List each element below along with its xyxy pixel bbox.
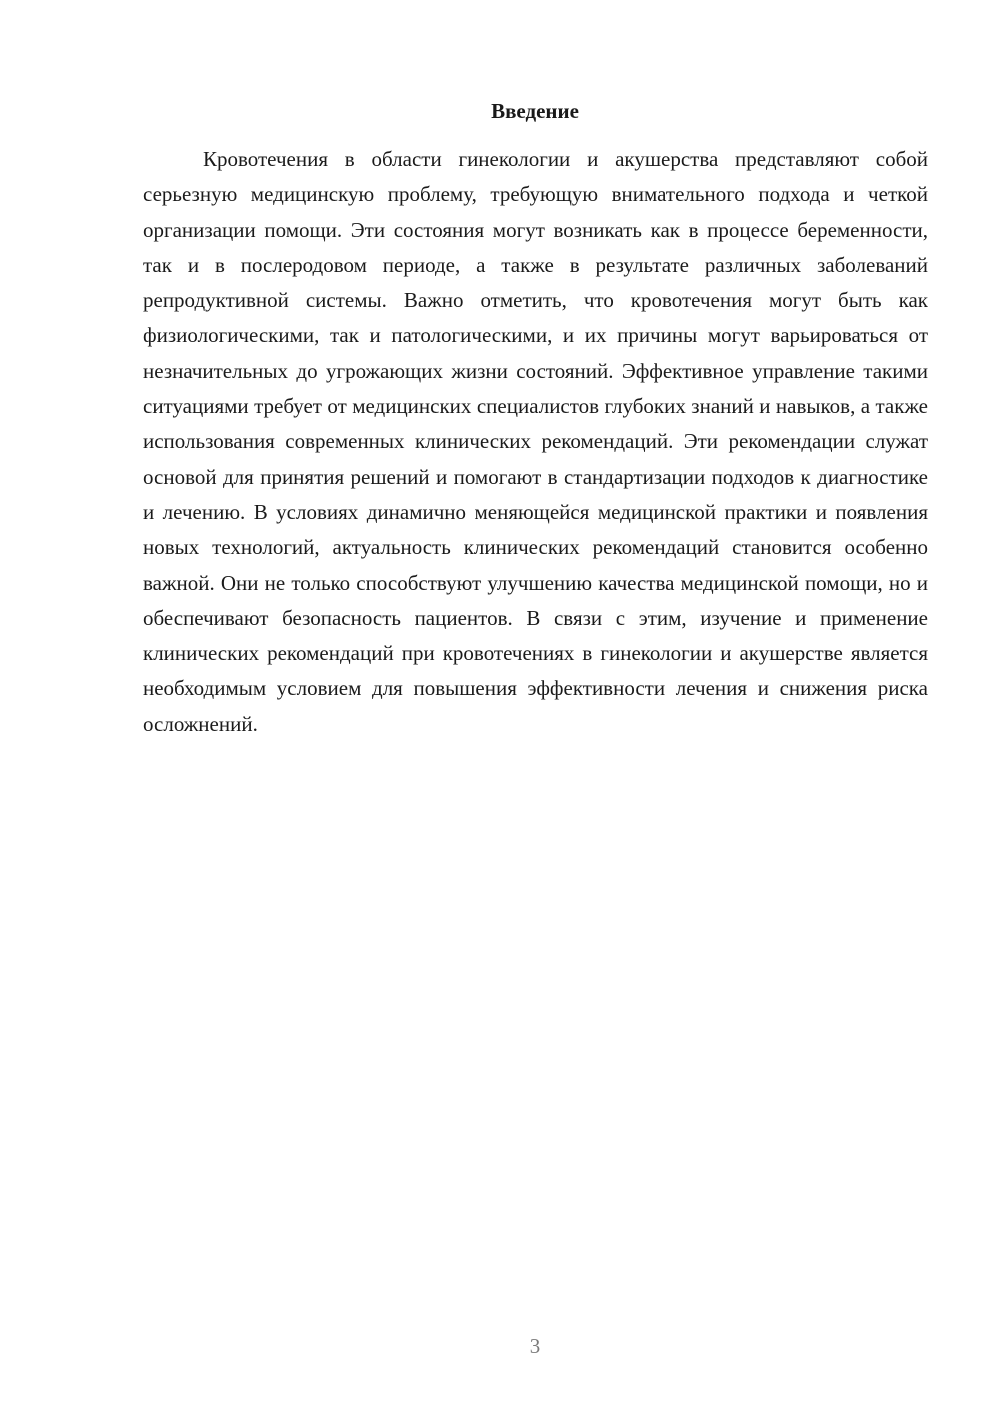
section-title: Введение	[491, 99, 579, 123]
page-number: 3	[529, 1334, 541, 1358]
body-paragraph: Кровотечения в области гинекологии и акушерства представляют собой серьезную медицинскую проблему, требующую внимательного подхода и четкой организации помощи. Эти состояния могут возникать как в процессе беременности, так и в послеродовом периоде, а также в результате различных заболеваний репродуктивной системы. Важно отметить, что кровотечения могут быть как физиологическими, так и патологическими, и их причины могут варьироваться от незначительных до угрожающих жизни состояний. Эффективное управление такими ситуациями требует от медицинских специалистов глубоких знаний и навыков, а также использования современных клинических рекомендаций. Эти рекомендации служат основой для принятия решений и помогают в стандартизации подходов к диагностике и лечению. В условиях динамично меняющейся медицинской практики и появления новых технологий, актуальность клинических рекомендаций становится особенно важной. Они не только способствуют улучшению качества медицинской помощи, но и обеспечивают безопасность пациентов. В связи с этим, изучение и применение клинических рекомендаций при кровотечениях в гинекологии и акушерстве является необходимым условием для повышения эффективности лечения и снижения риска осложнений.	[143, 147, 928, 736]
